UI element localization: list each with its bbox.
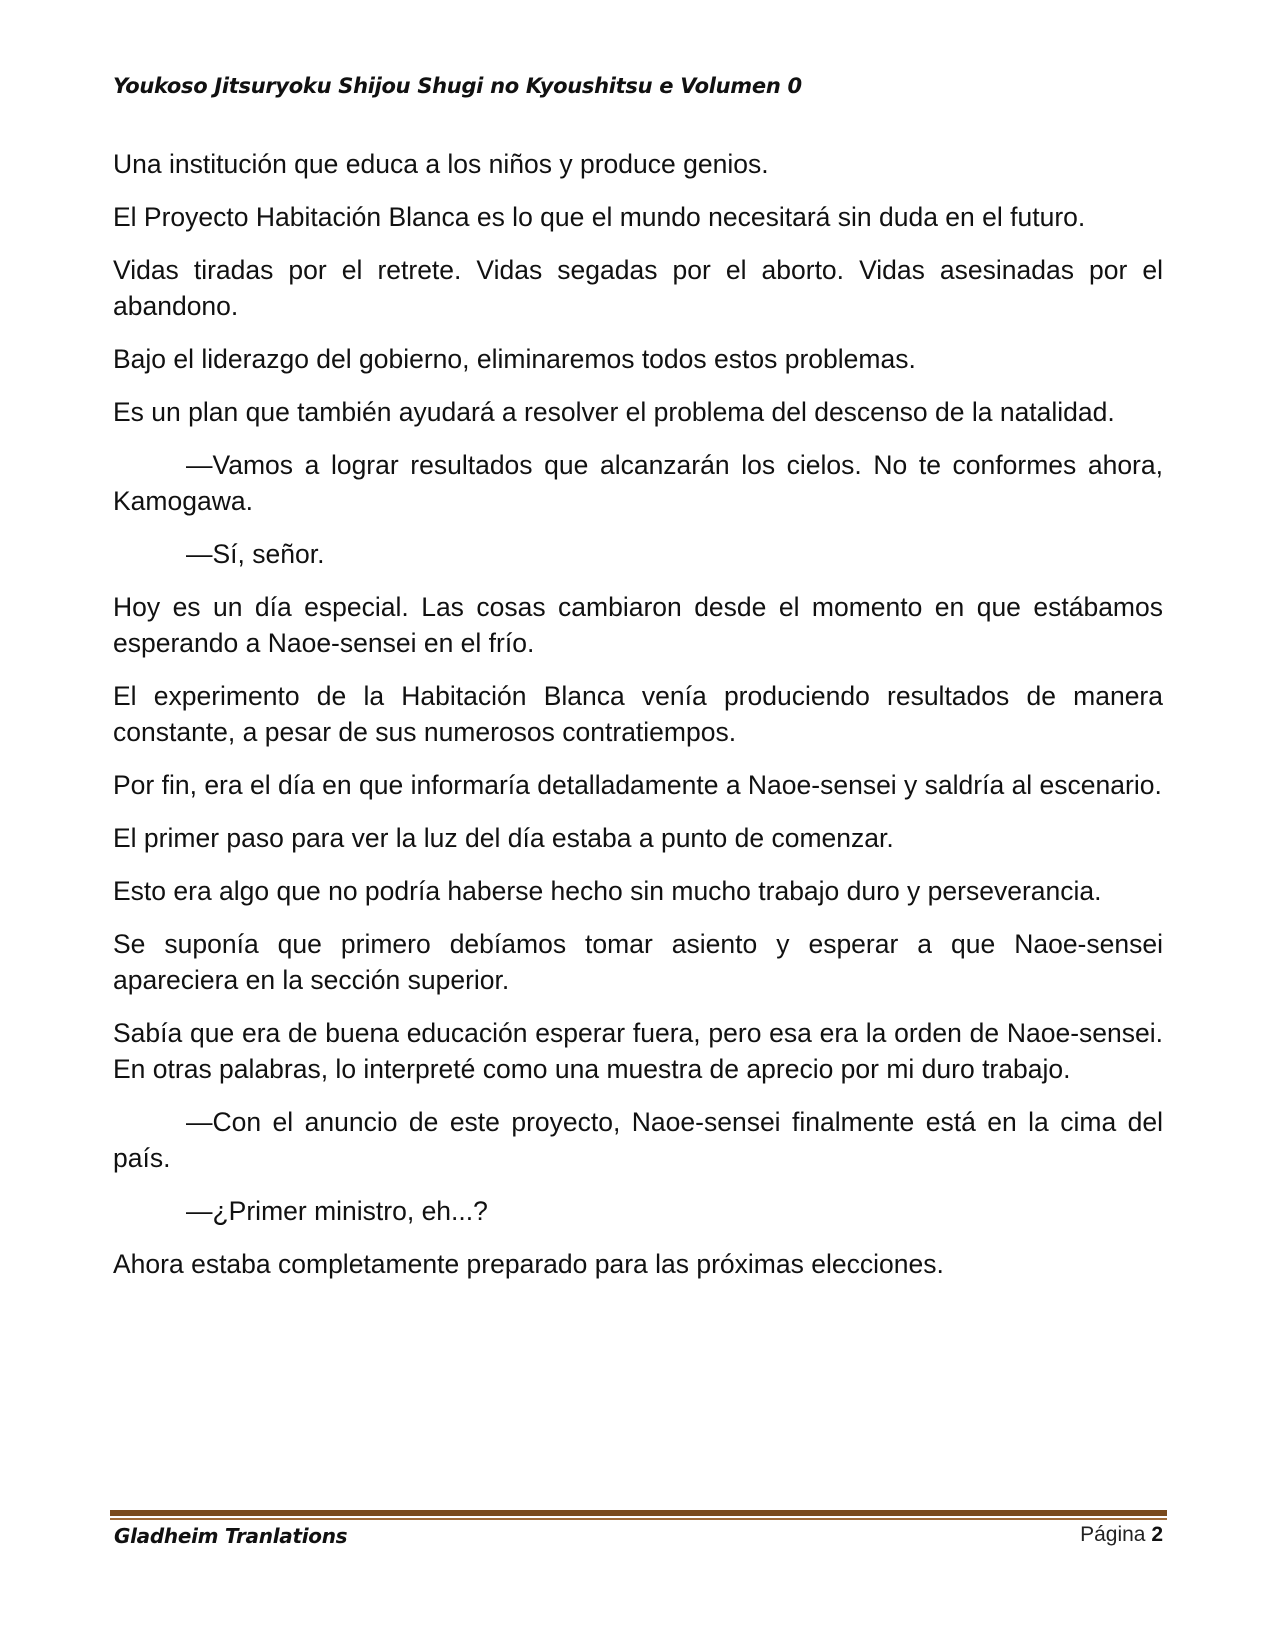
paragraph: El Proyecto Habitación Blanca es lo que el mundo necesitará sin duda en el futuro. — [113, 202, 1086, 232]
paragraph: El primer paso para ver la luz del día estaba a punto de comenzar. — [113, 823, 894, 853]
dialogue-paragraph: —Con el anuncio de este proyecto, Naoe-sensei finalmente está en la cima del país. — [113, 1107, 1163, 1173]
footer-divider — [110, 1510, 1167, 1516]
page-indicator — [1080, 1523, 1163, 1547]
paragraph: Hoy es un día especial. Las cosas cambiaron desde el momento en que estábamos esperando a Naoe-sensei en el frío. — [113, 592, 1163, 658]
dialogue-paragraph: —¿Primer ministro, eh...? — [186, 1196, 488, 1226]
paragraph: Bajo el liderazgo del gobierno, eliminaremos todos estos problemas. — [113, 344, 916, 374]
paragraph: Se suponía que primero debíamos tomar asiento y esperar a que Naoe-sensei apareciera en la sección superior. — [113, 929, 1163, 995]
page-number: 2 — [1151, 1523, 1163, 1546]
footer-divider-thin — [110, 1518, 1167, 1520]
dialogue-paragraph: —Sí, señor. — [186, 539, 325, 569]
page-label: Página — [1080, 1523, 1146, 1546]
paragraph: Por fin, era el día en que informaría detalladamente a Naoe-sensei y saldría al escenario. — [113, 770, 1162, 800]
paragraph: Una institución que educa a los niños y produce genios. — [113, 149, 769, 179]
paragraph: El experimento de la Habitación Blanca venía produciendo resultados de manera constante, a pesar de sus numerosos contratiempos. — [113, 681, 1163, 747]
footer-credit: Gladheim Tranlations — [114, 1524, 348, 1548]
paragraph: Sabía que era de buena educación esperar fuera, pero esa era la orden de Naoe-sensei. En otras palabras, lo interpreté como una muestra de aprecio por mi duro trabajo. — [113, 1018, 1163, 1084]
dialogue-paragraph: —Vamos a lograr resultados que alcanzarán los cielos. No te conformes ahora, Kamogawa. — [113, 450, 1163, 516]
chapter-body — [113, 146, 1163, 1299]
paragraph: Ahora estaba completamente preparado para las próximas elecciones. — [113, 1249, 944, 1279]
paragraph: Vidas tiradas por el retrete. Vidas segadas por el aborto. Vidas asesinadas por el abandono. — [113, 255, 1163, 321]
paragraph: Es un plan que también ayudará a resolver el problema del descenso de la natalidad. — [113, 397, 1115, 427]
paragraph: Esto era algo que no podría haberse hecho sin mucho trabajo duro y perseverancia. — [113, 876, 1102, 906]
running-header-title: Youkoso Jitsuryoku Shijou Shugi no Kyoushitsu e Volumen 0 — [113, 74, 802, 98]
